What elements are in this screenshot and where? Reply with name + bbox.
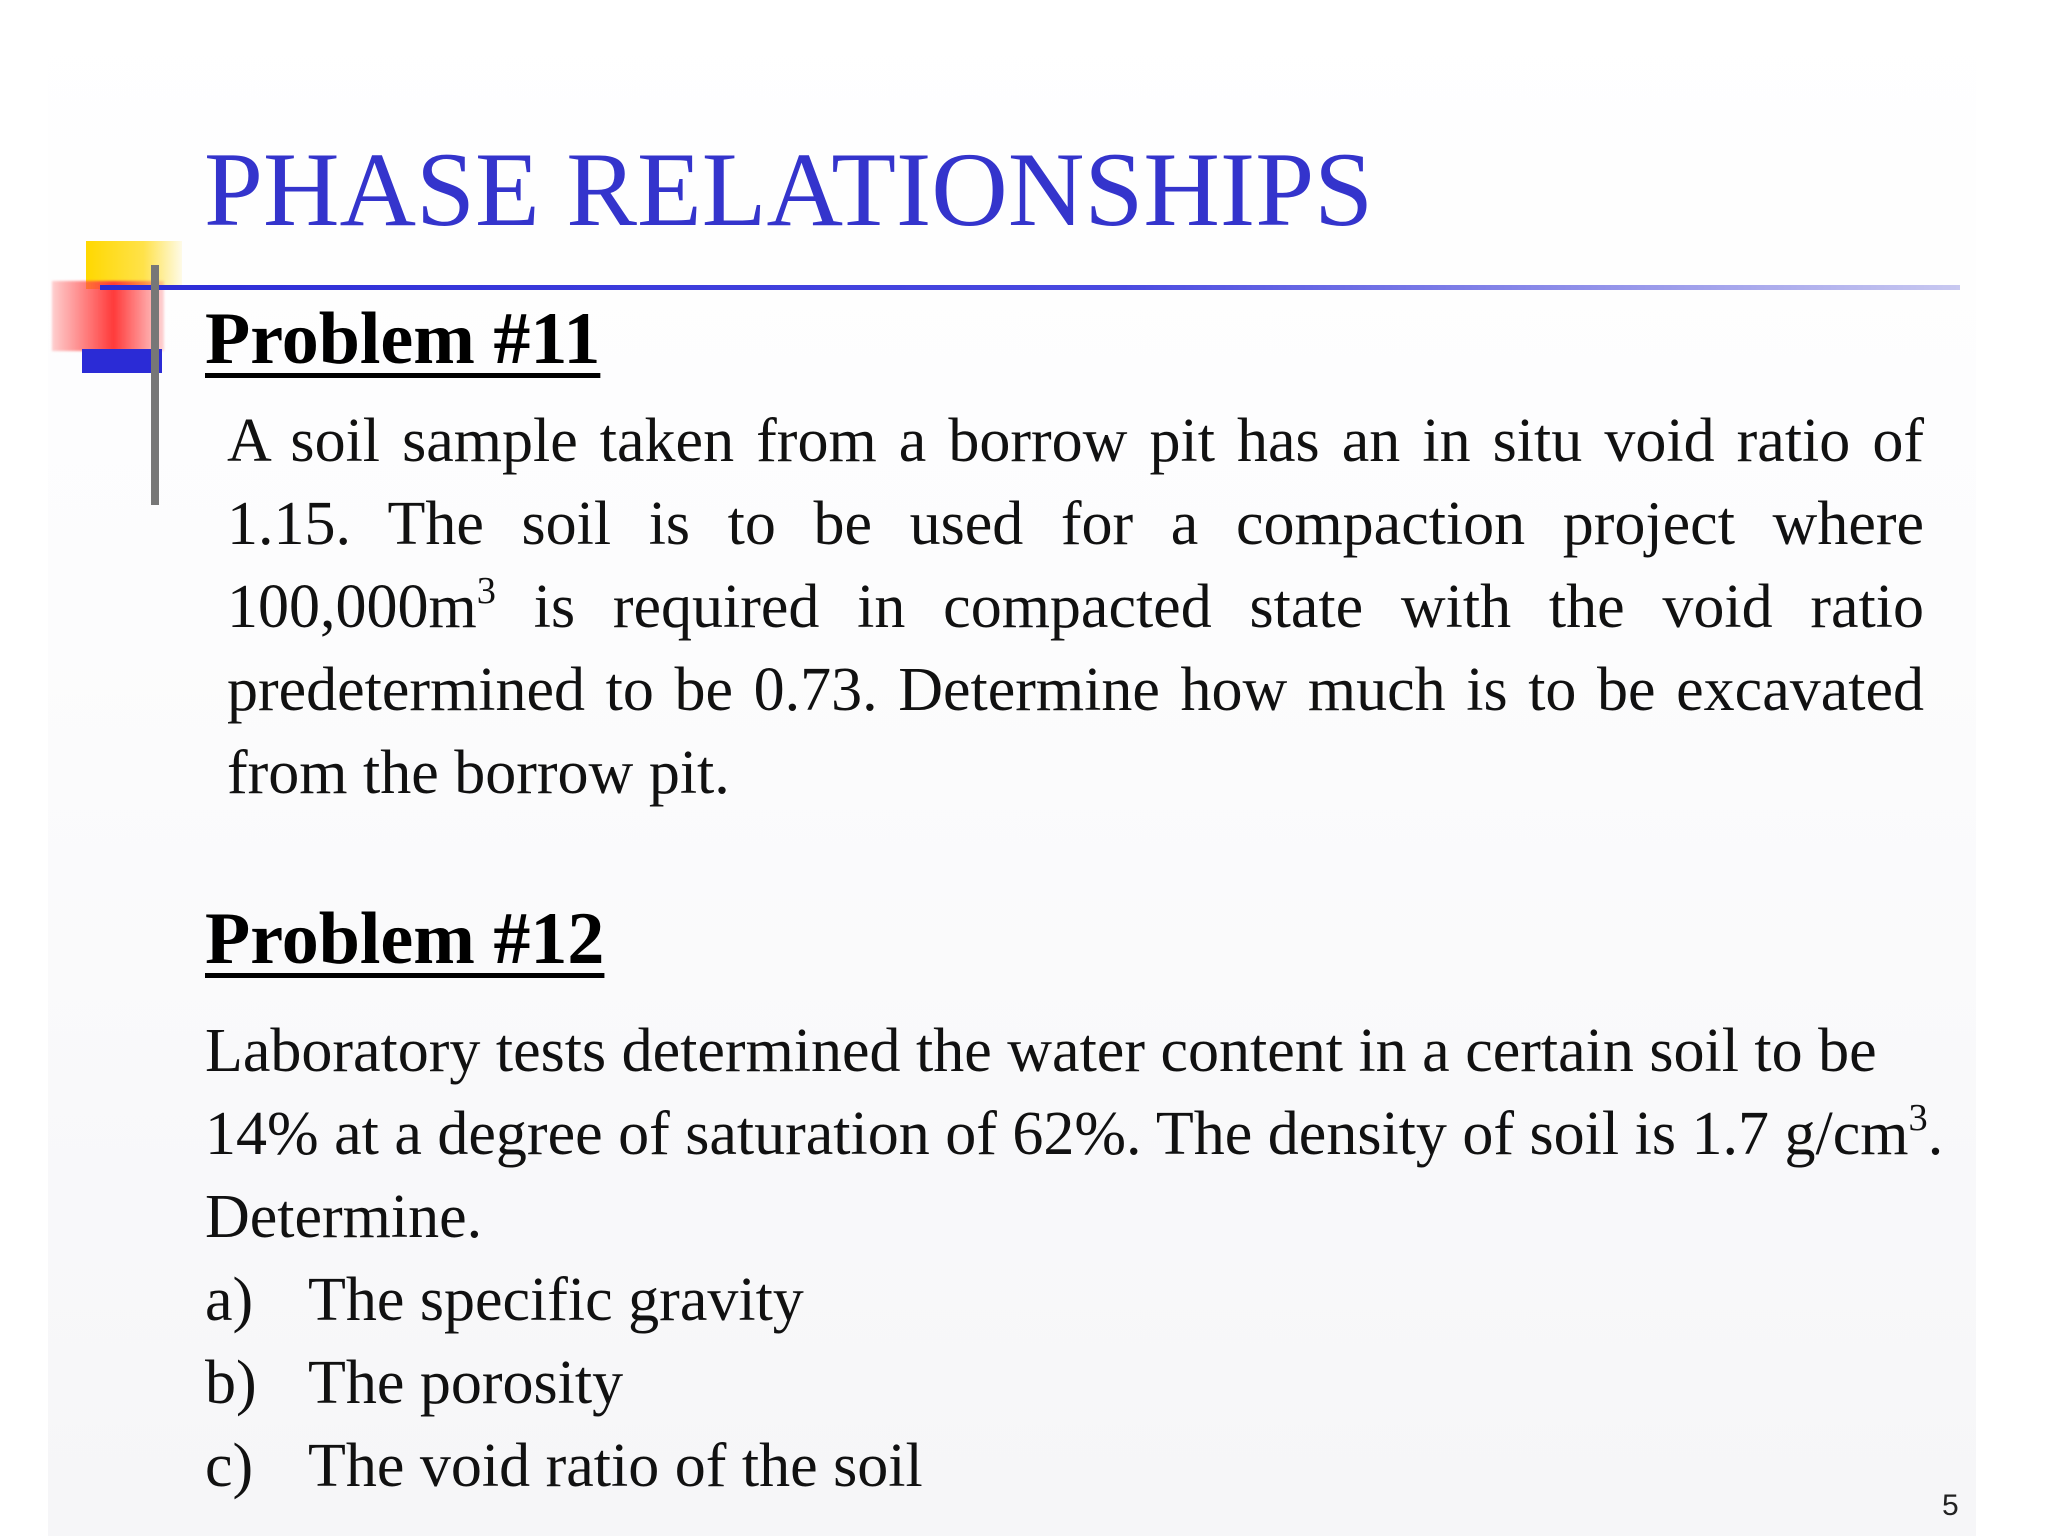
list-item-marker: a) xyxy=(205,1266,254,1334)
list-item-text: The specific gravity xyxy=(308,1266,804,1334)
problem-12-text xyxy=(205,1010,1945,1259)
problem-12-item-list xyxy=(205,1259,923,1508)
list-item-marker: c) xyxy=(205,1432,254,1500)
problem-11-text-end: is required in compacted state with the void ratio predetermined to be 0.73. Determine how much is to be excavated from the borrow pit. xyxy=(227,573,1924,807)
problem-11-superscript: 3 xyxy=(476,570,496,613)
list-item-marker: b) xyxy=(205,1349,257,1417)
vertical-decor-line xyxy=(151,265,159,505)
problem-12-heading: Problem #12 xyxy=(205,898,605,980)
slide-title: PHASE RELATIONSHIPS xyxy=(204,131,1374,248)
list-item xyxy=(205,1259,923,1342)
problem-11-text xyxy=(227,400,1924,815)
list-item xyxy=(205,1425,923,1508)
blue-decor-block xyxy=(82,349,162,373)
red-decor-block xyxy=(52,281,164,351)
problem-12-text-end: . Determine. xyxy=(205,1100,1944,1251)
problem-12-text-start: Laboratory tests determined the water content in a certain soil to be 14% at a degree of saturation of 62%. The density of soil is 1.7 g/cm xyxy=(205,1017,1909,1168)
list-item-text: The porosity xyxy=(308,1349,624,1417)
list-item xyxy=(205,1342,923,1425)
problem-12-superscript: 3 xyxy=(1908,1097,1928,1140)
list-item-text: The void ratio of the soil xyxy=(308,1432,923,1500)
problem-11-text-start: A soil sample taken from a borrow pit has an in situ void ratio of 1.15. The soil is to be used for a compaction project where 100,000m xyxy=(227,407,1924,641)
title-rule xyxy=(100,285,1960,290)
problem-11-heading: Problem #11 xyxy=(205,298,601,380)
page-number: 5 xyxy=(1942,1489,1959,1522)
